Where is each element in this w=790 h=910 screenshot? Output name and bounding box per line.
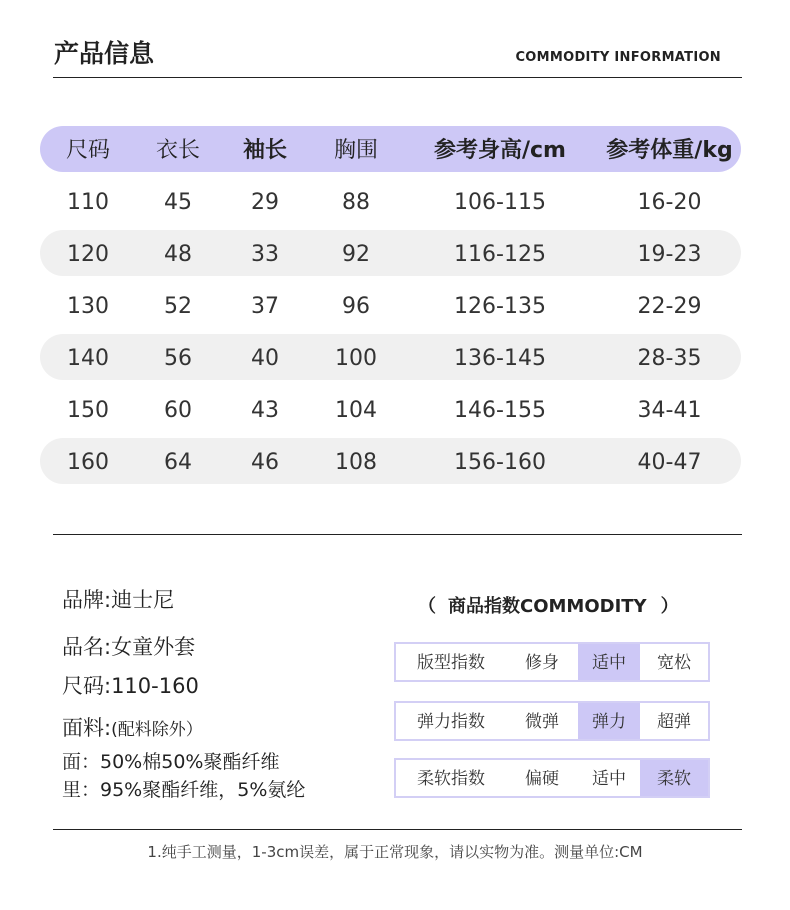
title-cn: 产品信息 bbox=[54, 39, 155, 68]
cell-weight: 16-20 bbox=[637, 190, 702, 215]
cell-height: 116-125 bbox=[454, 242, 546, 267]
cell-length: 45 bbox=[164, 190, 192, 215]
table-row bbox=[40, 438, 741, 484]
cell-weight: 22-29 bbox=[637, 294, 702, 319]
index-row-fit bbox=[394, 642, 710, 682]
title-paren-close: ） bbox=[660, 596, 679, 617]
cell-length: 60 bbox=[164, 398, 192, 423]
cell-chest: 100 bbox=[335, 346, 377, 371]
cell-size: 140 bbox=[67, 346, 109, 371]
product-name-text: 品名:女童外套 bbox=[62, 635, 196, 659]
cell-length: 52 bbox=[164, 294, 192, 319]
index-option-selected: 柔软 bbox=[640, 760, 708, 796]
cell-weight: 40-47 bbox=[637, 450, 702, 475]
cell-chest: 104 bbox=[335, 398, 377, 423]
index-label: 版型指数 bbox=[417, 653, 485, 673]
index-option: 宽松 bbox=[657, 653, 691, 673]
title-paren-open: （ bbox=[418, 596, 436, 617]
size-table bbox=[40, 126, 741, 490]
table-row bbox=[40, 230, 741, 276]
index-option: 适中 bbox=[592, 769, 626, 789]
title-en: COMMODITY INFORMATION bbox=[515, 50, 721, 65]
col-length: 衣长 bbox=[155, 138, 200, 163]
size-range-text: 尺码:110-160 bbox=[62, 674, 199, 698]
index-label: 柔软指数 bbox=[417, 769, 485, 789]
cell-chest: 96 bbox=[342, 294, 370, 319]
cell-height: 156-160 bbox=[454, 450, 546, 475]
bottom-divider bbox=[53, 829, 742, 830]
index-row-softness bbox=[394, 758, 710, 798]
cell-sleeve: 40 bbox=[251, 346, 279, 371]
outer-fabric-text: 面：50%棉50%聚酯纤维 bbox=[62, 751, 280, 773]
col-weight: 参考体重/kg bbox=[606, 138, 733, 163]
cell-height: 136-145 bbox=[454, 346, 546, 371]
cell-size: 120 bbox=[67, 242, 109, 267]
cell-size: 160 bbox=[67, 450, 109, 475]
table-row bbox=[40, 178, 741, 224]
table-row bbox=[40, 386, 741, 432]
cell-height: 126-135 bbox=[454, 294, 546, 319]
index-option: 偏硬 bbox=[525, 769, 559, 789]
title-text: 商品指数COMMODITY bbox=[448, 596, 647, 617]
col-height: 参考身高/cm bbox=[433, 138, 566, 163]
footnote: 1.纯手工测量，1-3cm误差，属于正常现象，请以实物为准。测量单位:CM bbox=[147, 843, 643, 861]
fabric-heading bbox=[62, 712, 203, 742]
cell-sleeve: 29 bbox=[251, 190, 279, 215]
fabric-note: (配料除外） bbox=[111, 720, 203, 740]
fabric-label: 面料: bbox=[62, 716, 112, 740]
cell-sleeve: 43 bbox=[251, 398, 279, 423]
cell-size: 130 bbox=[67, 294, 109, 319]
cell-height: 106-115 bbox=[454, 190, 546, 215]
table-row bbox=[40, 334, 741, 380]
cell-chest: 108 bbox=[335, 450, 377, 475]
cell-length: 48 bbox=[164, 242, 192, 267]
index-option: 修身 bbox=[525, 653, 559, 673]
index-option: 超弹 bbox=[657, 712, 691, 732]
col-sleeve: 袖长 bbox=[242, 138, 287, 163]
cell-weight: 19-23 bbox=[637, 242, 702, 267]
col-size: 尺码 bbox=[65, 138, 110, 163]
lining-fabric-text: 里：95%聚酯纤维，5%氨纶 bbox=[62, 779, 306, 801]
brand-text: 品牌:迪士尼 bbox=[62, 588, 175, 612]
cell-chest: 92 bbox=[342, 242, 370, 267]
middle-divider bbox=[53, 534, 742, 535]
cell-chest: 88 bbox=[342, 190, 370, 215]
col-chest: 胸围 bbox=[333, 138, 378, 163]
cell-sleeve: 33 bbox=[251, 242, 279, 267]
top-divider bbox=[53, 77, 742, 78]
cell-length: 64 bbox=[164, 450, 192, 475]
index-option-selected: 弹力 bbox=[578, 703, 640, 739]
size-table-header bbox=[40, 126, 741, 172]
index-label: 弹力指数 bbox=[417, 712, 485, 732]
cell-length: 56 bbox=[164, 346, 192, 371]
cell-weight: 28-35 bbox=[637, 346, 702, 371]
index-row-elasticity bbox=[394, 701, 710, 741]
index-option-selected: 适中 bbox=[578, 644, 640, 680]
cell-weight: 34-41 bbox=[637, 398, 702, 423]
index-option: 微弹 bbox=[525, 712, 559, 732]
cell-size: 150 bbox=[67, 398, 109, 423]
cell-height: 146-155 bbox=[454, 398, 546, 423]
table-row bbox=[40, 282, 741, 328]
cell-sleeve: 37 bbox=[251, 294, 279, 319]
commodity-index-title bbox=[418, 592, 679, 618]
cell-size: 110 bbox=[67, 190, 109, 215]
cell-sleeve: 46 bbox=[251, 450, 279, 475]
